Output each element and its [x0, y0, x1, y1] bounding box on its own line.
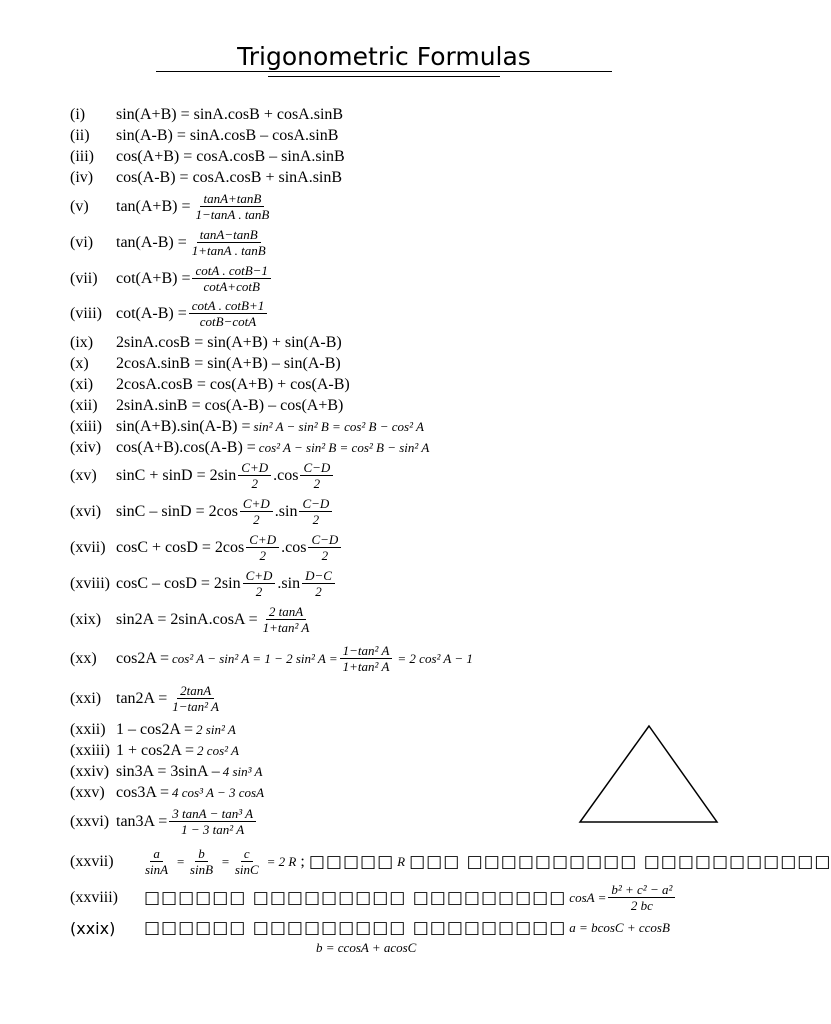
- formula-math: R: [397, 853, 406, 869]
- formula-text: cos(A+B) = cosA.cosB – sinA.sinB: [116, 148, 345, 165]
- formula-number: (xviii): [70, 574, 110, 592]
- formula-row: [70, 439, 429, 457]
- formula-number: (iii): [70, 148, 94, 165]
- denominator: 2: [313, 476, 321, 491]
- denominator: cotA+cotB: [203, 279, 260, 294]
- numerator: c: [241, 846, 253, 862]
- numerator: C−D: [299, 496, 332, 512]
- denominator: 1+tanA . tanB: [191, 243, 266, 258]
- formula-row: [70, 127, 338, 145]
- fraction: [238, 460, 271, 491]
- formula-text: sin(A-B) = sinA.cosB – cosA.sinB: [116, 127, 339, 144]
- formula-text: 1 – cos2A =: [116, 721, 194, 738]
- formula-math: cos² A − sin² B = cos² B − sin² A: [258, 440, 430, 455]
- numerator: b: [195, 846, 208, 862]
- formula-number: (xix): [70, 610, 102, 628]
- formula-row: [70, 742, 239, 760]
- fraction: [243, 568, 276, 599]
- fraction: [192, 263, 270, 294]
- missing-glyph-text: □□□□□□ □□□□□□□□□ □□□□□□□□□: [144, 887, 567, 908]
- page-title: Trigonometric Formulas: [237, 42, 531, 71]
- formula-number: (xxvii): [70, 852, 114, 870]
- formula-math-continued: b = ccosA + acosC: [316, 940, 417, 955]
- formula-number: (i): [70, 106, 86, 123]
- fraction: [192, 191, 272, 222]
- formula-row: [70, 683, 224, 714]
- formula-text: sinC + sinD = 2sin: [116, 466, 237, 484]
- formula-number: (v): [70, 197, 89, 215]
- formula-row: [70, 604, 314, 635]
- denominator: 2: [259, 548, 266, 563]
- formula-text: 2cosA.sinB = sin(A+B) – sin(A-B): [116, 355, 341, 372]
- formula-number: (xxvi): [70, 812, 110, 830]
- missing-glyph-text: □□□□□□ □□□□□□□□□ □□□□□□□□□: [144, 918, 567, 938]
- numerator: 1−tan² A: [340, 643, 393, 659]
- formula-row: [70, 568, 337, 599]
- formula-lhs: cot(A+B) =: [116, 269, 191, 287]
- numerator: C+D: [243, 568, 276, 584]
- numerator: C+D: [240, 496, 273, 512]
- formula-row: [70, 148, 345, 166]
- formula-text: cos(A-B) = cosA.cosB + sinA.sinB: [116, 169, 343, 186]
- numerator: C−D: [300, 460, 333, 476]
- formula-number: (xi): [70, 376, 94, 393]
- formula-number: (xxv): [70, 784, 105, 801]
- numerator: 2 tanA: [266, 604, 306, 620]
- numerator: b² + c² − a²: [608, 882, 675, 898]
- formula-number: (x): [70, 355, 89, 372]
- formula-row: [70, 169, 342, 187]
- fraction: [302, 568, 335, 599]
- formula-row: [70, 846, 831, 877]
- fraction: [299, 496, 332, 527]
- formula-number: (ix): [70, 334, 94, 351]
- formula-lhs: cos2A =: [116, 649, 170, 667]
- formula-row: [70, 334, 342, 352]
- numerator: 2tanA: [177, 683, 214, 699]
- denominator: 2: [253, 512, 260, 527]
- formula-row: [70, 918, 670, 938]
- formula-math: = 2 R: [266, 853, 297, 869]
- numerator: tanA−tanB: [197, 227, 261, 243]
- formula-math: sin² A − sin² B = cos² B − cos² A: [253, 419, 424, 434]
- formula-row: [70, 460, 335, 491]
- numerator: D−C: [302, 568, 335, 584]
- formula-row: [70, 763, 263, 781]
- fraction: [169, 806, 256, 837]
- fraction: [246, 532, 279, 563]
- fraction: [608, 882, 675, 913]
- numerator: 3 tanA − tan³ A: [169, 806, 256, 822]
- formula-row: [70, 263, 273, 294]
- formula-math: = 2 cos² A − 1: [397, 650, 473, 666]
- formula-number: (viii): [70, 304, 102, 322]
- formula-row: [70, 496, 334, 527]
- formula-row: [70, 376, 350, 394]
- formula-text: .sin: [277, 574, 301, 592]
- numerator: C+D: [238, 460, 271, 476]
- formula-text: sin(A+B) = sinA.cosB + cosA.sinB: [116, 106, 344, 123]
- title-underline: [156, 71, 612, 72]
- formula-row: [70, 355, 341, 373]
- formula-number: (xv): [70, 466, 97, 484]
- formula-number: (vii): [70, 269, 98, 287]
- formula-row: [70, 418, 424, 436]
- denominator: 1 − 3 tan² A: [181, 822, 245, 837]
- fraction: [142, 846, 171, 877]
- formula-text: 1 + cos2A =: [116, 742, 195, 759]
- formula-number: (xxii): [70, 721, 106, 738]
- formula-number: (xx): [70, 649, 97, 667]
- formula-text: sin3A = 3sinA –: [116, 763, 220, 780]
- formula-text: cos3A =: [116, 784, 170, 801]
- fraction: [340, 643, 393, 674]
- formula-row: [70, 227, 271, 258]
- formula-row: [70, 882, 677, 913]
- numerator: a: [150, 846, 163, 862]
- numerator: C+D: [246, 532, 279, 548]
- fraction: [189, 227, 269, 258]
- formula-number: (xiv): [70, 439, 102, 456]
- formula-row: [70, 721, 236, 739]
- equals-sign: =: [176, 853, 185, 869]
- formula-text: 2sinA.sinB = cos(A-B) – cos(A+B): [116, 397, 344, 414]
- denominator: 2 bc: [630, 898, 653, 913]
- fraction: [187, 846, 216, 877]
- formula-math: cos² A − sin² A = 1 − 2 sin² A =: [172, 650, 338, 666]
- formula-lhs: cot(A-B) =: [116, 304, 187, 322]
- fraction: [308, 532, 341, 563]
- formula-number: (xii): [70, 397, 98, 414]
- missing-glyph-text: □□□ □□□□□□□□□□ □□□□□□□□□□□: [409, 851, 831, 872]
- formula-text: cosC + cosD = 2cos: [116, 538, 245, 556]
- formula-number: (vi): [70, 233, 94, 251]
- formula-row: [70, 806, 258, 837]
- numerator: cotA . cotB+1: [189, 298, 267, 314]
- formula-text: .cos: [273, 466, 299, 484]
- formula-text: cos(A+B).cos(A-B) =: [116, 439, 256, 456]
- formula-lhs: tan2A =: [116, 689, 168, 707]
- triangle-diagram: [578, 724, 720, 826]
- denominator: 2: [321, 548, 329, 563]
- formula-text: .cos: [281, 538, 307, 556]
- formula-lhs: tan3A =: [116, 812, 168, 830]
- formula-number: (xxi): [70, 689, 102, 707]
- formula-lhs: tan(A+B) =: [116, 197, 191, 215]
- formula-number: (xiii): [70, 418, 102, 435]
- formula-row: [70, 784, 264, 802]
- numerator: cotA . cotB−1: [192, 263, 270, 279]
- formula-math: 2 cos² A: [197, 743, 239, 758]
- formula-text: 2cosA.cosB = cos(A+B) + cos(A-B): [116, 376, 350, 393]
- formula-row: [70, 106, 343, 124]
- denominator: 1+tan² A: [262, 620, 310, 635]
- formula-row: [70, 298, 269, 329]
- formula-math: 2 sin² A: [196, 722, 236, 737]
- triangle-shape: [580, 726, 717, 822]
- missing-glyph-text: □□□□□: [308, 851, 395, 872]
- formula-text: .sin: [274, 502, 298, 520]
- formula-text: sin(A+B).sin(A-B) =: [116, 418, 251, 435]
- formula-lhs: cosA =: [569, 889, 607, 905]
- denominator: 2: [255, 584, 263, 599]
- denominator: sinC: [234, 862, 259, 877]
- denominator: 1−tanA . tanB: [195, 207, 270, 222]
- equals-sign: =: [221, 853, 230, 869]
- fraction: [300, 460, 333, 491]
- formula-number: (xxiii): [70, 742, 110, 759]
- denominator: 2: [315, 584, 322, 599]
- fraction: [189, 298, 267, 329]
- formula-math: 4 cos³ A − 3 cosA: [172, 785, 265, 800]
- formula-row: [70, 397, 343, 415]
- formula-number: (xxviii): [70, 888, 118, 906]
- numerator: C−D: [308, 532, 341, 548]
- formula-row: [70, 643, 473, 674]
- fraction: [232, 846, 262, 877]
- formula-lhs: sin2A = 2sinA.cosA =: [116, 610, 258, 628]
- denominator: 1+tan² A: [342, 659, 390, 674]
- formula-math: 4 sin³ A: [222, 764, 263, 779]
- fraction: [260, 604, 313, 635]
- formula-number: (xxix): [70, 918, 116, 938]
- formula-row: [70, 191, 274, 222]
- denominator: 1−tan² A: [172, 699, 219, 714]
- denominator: sinB: [189, 862, 214, 877]
- formula-text: sinC – sinD = 2cos: [116, 502, 238, 520]
- fraction: [169, 683, 222, 714]
- formula-lhs: tan(A-B) =: [116, 233, 187, 251]
- numerator: tanA+tanB: [200, 191, 264, 207]
- formula-math: a = bcosC + ccosB: [569, 920, 670, 935]
- formula-number: (xxiv): [70, 763, 110, 780]
- formula-number: (xvi): [70, 502, 102, 520]
- fraction: [240, 496, 273, 527]
- formula-text: ;: [300, 852, 305, 870]
- formula-number: (xvii): [70, 538, 106, 556]
- denominator: sinA: [145, 862, 169, 877]
- formula-number: (ii): [70, 127, 90, 144]
- title-underline-short: [268, 76, 500, 77]
- formula-row: [70, 532, 343, 563]
- denominator: cotB−cotA: [199, 314, 257, 329]
- formula-text: 2sinA.cosB = sin(A+B) + sin(A-B): [116, 334, 342, 351]
- formula-number: (iv): [70, 169, 94, 186]
- denominator: 2: [312, 512, 320, 527]
- formula-text: cosC – cosD = 2sin: [116, 574, 241, 592]
- denominator: 2: [251, 476, 258, 491]
